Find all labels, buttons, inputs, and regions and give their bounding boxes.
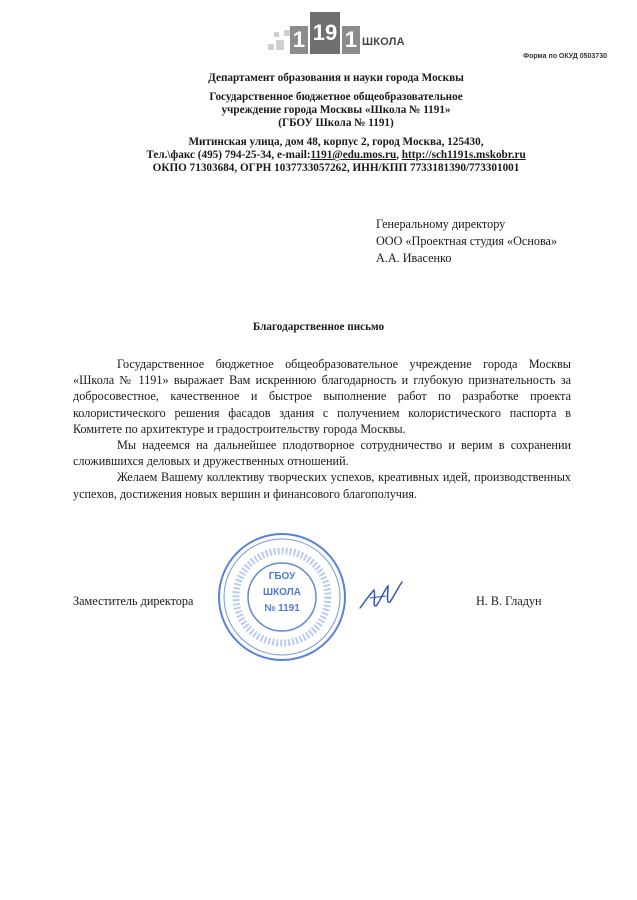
addressee-line-1: Генеральному директору bbox=[376, 217, 506, 231]
org-line-2: учреждение города Москвы «Школа № 1191» bbox=[221, 104, 451, 116]
school-logo bbox=[268, 12, 408, 54]
logo-digit-1: 1 bbox=[290, 26, 308, 54]
addressee-line-2: ООО «Проектная студия «Основа» bbox=[376, 234, 558, 248]
handwritten-signature-icon bbox=[356, 578, 406, 614]
contacts-line bbox=[100, 149, 572, 162]
letter-title: Благодарственное письмо bbox=[252, 321, 385, 333]
logo-word: ШКОЛА bbox=[362, 36, 405, 48]
body-paragraph-3: Желаем Вашему коллективу творческих успехов, креативных идей, производственных успехов, достижения новых вершин и финансового благополучия. bbox=[73, 470, 571, 501]
addressee bbox=[376, 216, 557, 267]
org-line-1: Государственное бюджетное общеобразовательное bbox=[209, 91, 463, 103]
body-paragraph-2: Мы надеемся на дальнейшее плодотворное сотрудничество и верим в сохранении сложившихся деловых и дружественных отношений. bbox=[73, 438, 571, 469]
form-code: Форма по ОКУД 0503730 bbox=[523, 53, 607, 60]
logo-digit-1b: 1 bbox=[342, 26, 360, 54]
stamp-line-2: ШКОЛА bbox=[263, 587, 301, 598]
logo-digit-19: 19 bbox=[310, 12, 340, 54]
body-paragraph-1: Государственное бюджетное общеобразовательное учреждение города Москвы «Школа № 1191» выражает Вам искреннюю благодарность и глубокую признательность за добросовестное, качественное и быстрое выполнение работ по разработке проекта колористического решения фасадов здания с получением колористического паспорта в Комитете по архитектуре и градостроительству города Москвы. bbox=[73, 357, 571, 436]
email-link[interactable]: 1191@edu.mos.ru bbox=[310, 149, 397, 161]
signatory-name: Н. В. Гладун bbox=[476, 594, 542, 608]
organization-name bbox=[100, 91, 572, 130]
addressee-line-3: А.А. Ивасенко bbox=[376, 251, 452, 265]
website-link[interactable]: http://sch1191s.mskobr.ru bbox=[401, 149, 526, 161]
letter-body bbox=[73, 356, 571, 502]
contact-block bbox=[100, 136, 572, 175]
address: Митинская улица, дом 48, корпус 2, город Москва, 125430, bbox=[188, 136, 484, 148]
phone-fax: Тел.\факс (495) 794-25-34, e-mail: bbox=[146, 149, 311, 161]
stamp-line-1: ГБОУ bbox=[268, 571, 296, 582]
org-line-3: (ГБОУ Школа № 1191) bbox=[278, 117, 394, 129]
registration-codes: ОКПО 71303684, ОГРН 1037733057262, ИНН/КПП 7733181390/773301001 bbox=[152, 162, 520, 174]
department-name: Департамент образования и науки города Москвы bbox=[208, 72, 464, 84]
stamp-line-3: № 1191 bbox=[264, 603, 300, 614]
official-stamp bbox=[216, 531, 348, 663]
signatory-position: Заместитель директора bbox=[73, 594, 194, 608]
contacts-separator: , bbox=[396, 149, 402, 161]
